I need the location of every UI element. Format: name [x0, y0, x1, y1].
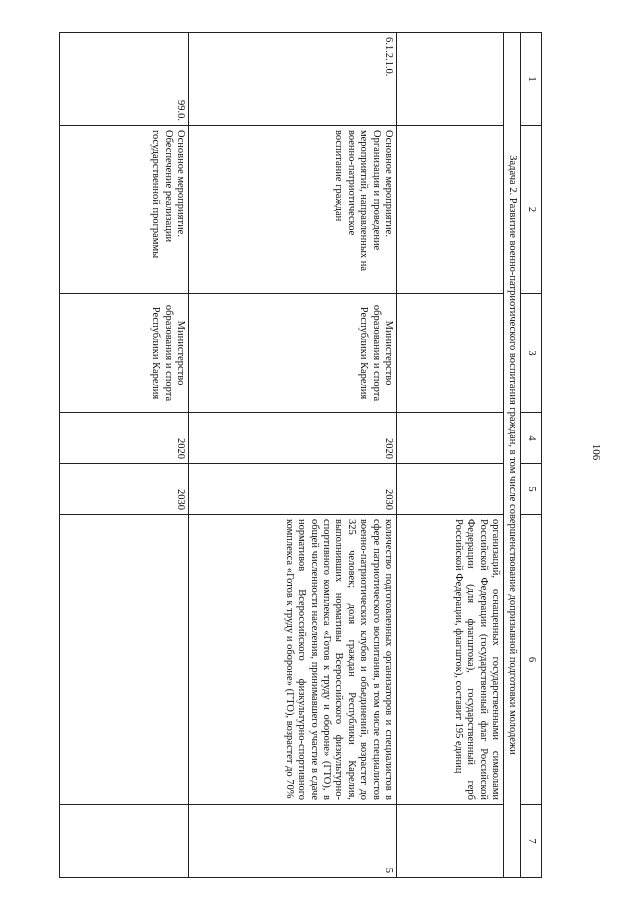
name-cell	[397, 126, 504, 294]
result-cell	[60, 515, 189, 805]
start-year-cell	[397, 413, 504, 464]
executor-cell	[397, 294, 504, 413]
page-number: 106	[590, 443, 602, 461]
task-title: Задача 2. Развитие военно-патриотического воспитания граждан, в том числе совершенствование допризывной подготовки молодежи	[504, 33, 521, 878]
start-year-cell: 2020	[60, 413, 189, 464]
name-cell: Основное мероприятие. Организация и проведение мероприятий, направленных на военно-патриотическое воспитание граждан	[189, 126, 397, 294]
program-table	[59, 32, 542, 878]
code-cell: 6.1.2.1.0.	[189, 33, 397, 126]
header-cell: 2	[521, 126, 542, 294]
table-row	[189, 33, 397, 878]
executor-cell: Министерство образования и спорта Республики Карелия	[60, 294, 189, 413]
header-cell: 5	[521, 464, 542, 515]
end-year-cell	[397, 464, 504, 515]
header-cell: 7	[521, 805, 542, 878]
result-cell: количество подготовленных организаторов и специалистов в сфере патриотического воспитания, в том числе специалистов военно-патриотических клубов и объединений, возрастет до 325 человек; доля граждан Республики Карелия, выполнивших нормативы Всероссийского физкультурно-спортивного комплекса «Готов к труду и обороне» (ГТО), в общей численности населения, принимавшего участие в сдаче нормативов Всероссийского физкультурно-спортивного комплекса «Готов к труду и обороне» (ГТО), возрастет до 70%	[189, 515, 397, 805]
code-cell	[397, 33, 504, 126]
task-row	[504, 33, 521, 878]
table-row	[397, 33, 504, 878]
table-row	[60, 33, 189, 878]
header-cell: 1	[521, 33, 542, 126]
col7-cell	[397, 805, 504, 878]
header-cell: 4	[521, 413, 542, 464]
start-year-cell: 2020	[189, 413, 397, 464]
program-table-rotated	[37, 32, 542, 877]
header-cell: 3	[521, 294, 542, 413]
executor-cell: Министерство образования и спорта Республики Карелия	[189, 294, 397, 413]
code-cell: 99.0.	[60, 33, 189, 126]
col7-cell: 5	[189, 805, 397, 878]
name-cell: Основное мероприятие. Обеспечение реализации государственной программы	[60, 126, 189, 294]
header-cell: 6	[521, 515, 542, 805]
col7-cell	[60, 805, 189, 878]
result-cell: организаций, оснащенных государственными символами Российской Федерации (государственный флаг Российской Федерации (для флагштока), государственный герб Российской Федерации, флагшток), составит 195 единиц	[397, 515, 504, 805]
end-year-cell: 2030	[60, 464, 189, 515]
table-header-row	[521, 33, 542, 878]
end-year-cell: 2030	[189, 464, 397, 515]
